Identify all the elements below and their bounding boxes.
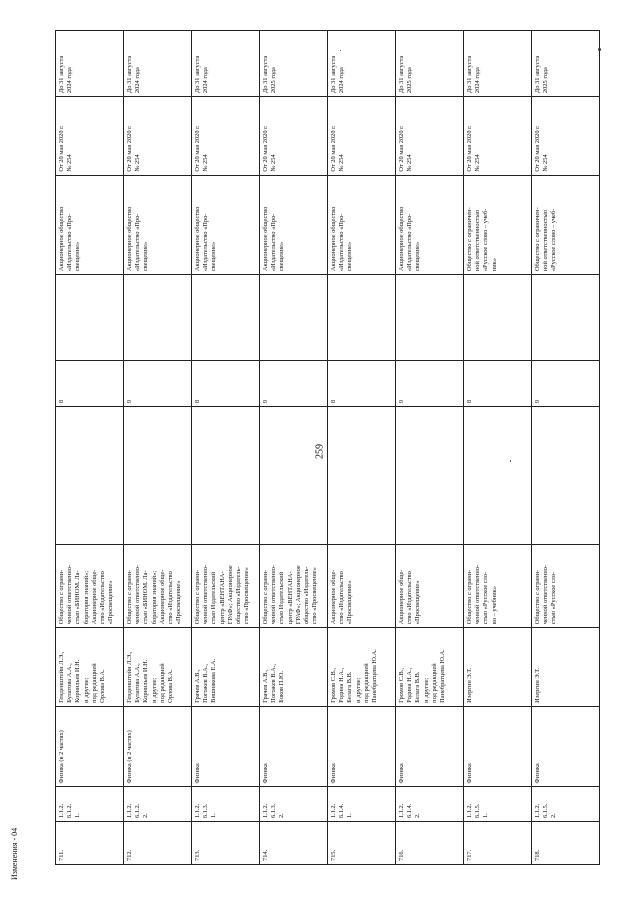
table-row [328,31,396,865]
row-empty-col [532,407,600,545]
row-empty-col [328,275,396,361]
row-valid-until: До 31 августа 2025 года [532,31,600,97]
row-subject: Физика [464,706,532,787]
scan-speck [340,50,341,51]
table-row [124,31,192,865]
row-legal-entity: Акционерное общество «Издательство «Про- свещение» [328,175,396,275]
row-subject: Физика [396,706,464,787]
row-empty-col [260,407,328,545]
row-valid-until: До 31 августа 2024 года [56,31,124,97]
table-row [260,31,328,865]
row-empty-col [124,275,192,361]
row-code: 1.1.2. 6.1.4. 1. [328,787,396,822]
row-empty-col [260,275,328,361]
row-publisher: Общество с ограни- ченной ответственно- стью «Русское сло- во – учебник» [464,545,532,628]
row-grade: 8 [328,361,396,407]
row-number: 712. [124,822,192,865]
row-legal-entity: Акционерное общество «Издательство «Про- свещение» [124,175,192,275]
textbook-table [55,30,600,865]
row-legal-entity: Акционерное общество «Издательство «Про- свещение» [192,175,260,275]
row-valid-until: До 31 августа 2025 года [396,31,464,97]
row-subject: Физика [328,706,396,787]
row-code: 1.1.2. 6.1.5. 1. [464,787,532,822]
row-order: От 20 мая 2020 г. № 254 [396,97,464,176]
row-code: 1.1.2. 6.1.2. 2. [124,787,192,822]
row-grade: 9 [396,361,464,407]
row-empty-col [464,407,532,545]
row-empty-col [192,275,260,361]
row-empty-col [56,275,124,361]
row-order: От 20 мая 2020 г. № 254 [532,97,600,176]
row-subject: Физика [192,706,260,787]
row-valid-until: До 31 августа 2024 года [464,31,532,97]
row-authors: Изергин Э.Т. [532,628,600,707]
row-valid-until: До 31 августа 2024 года [124,31,192,97]
row-number: 711. [56,822,124,865]
row-order: От 20 мая 2020 г. № 254 [260,97,328,176]
row-number: 715. [328,822,396,865]
row-code: 1.1.2. 6.1.2. 1. [56,787,124,822]
row-grade: 9 [124,361,192,407]
row-authors: Изергин Э.Т. [464,628,532,707]
row-subject: Физика (в 2 частях) [56,706,124,787]
scan-speck [510,460,511,462]
row-publisher: Общество с ограни- ченной ответственно- стью «БИНОМ. Ла- боратория знаний»; Акционерное обще- ство «Издательство «Просвещение» [124,545,192,628]
textbook-table-wrapper [55,30,599,865]
row-order: От 20 мая 2020 г. № 254 [464,97,532,176]
row-legal-entity: Акционерное общество «Издательство «Про- свещение» [56,175,124,275]
row-authors: Громов С.В., Родина Н.А., Белага В.В. и другие; под редакцией Панебратцева Ю.А. [396,628,464,707]
row-empty-col [192,407,260,545]
row-order: От 20 мая 2020 г. № 254 [124,97,192,176]
row-empty-col [328,407,396,545]
row-empty-col [56,407,124,545]
row-publisher: Общество с ограни- ченной ответственно- стью Издательский центр «ВЕНТАНА- ГРАФ»; Акционерное общество «Издатель- ство «Просвещение» [260,545,328,628]
row-number: 714. [260,822,328,865]
row-code: 1.1.2. 6.1.5. 2. [532,787,600,822]
footer-note: Изменения - 04 [10,827,19,880]
table-row [192,31,260,865]
table-row [532,31,600,865]
row-legal-entity: Общество с ограничен- ной ответственностью «Русское слово – учеб- [532,175,600,275]
page-number: 259 [314,444,326,459]
row-empty-col [532,275,600,361]
row-number: 718. [532,822,600,865]
scan-speck [598,48,601,51]
row-code: 1.1.2. 6.1.3. 1. [192,787,260,822]
row-grade: 9 [532,361,600,407]
row-order: От 20 мая 2020 г. № 254 [56,97,124,176]
row-valid-until: До 31 августа 2025 года [260,31,328,97]
row-subject: Физика [260,706,328,787]
row-authors: Грачев А.В., Погожев В.А., Боков П.Ю. [260,628,328,707]
table-row [396,31,464,865]
row-legal-entity: Общество с ограничен- ной ответственностью «Русское слово – учеб- ник» [464,175,532,275]
row-grade: 9 [260,361,328,407]
row-code: 1.1.2. 6.1.4. 2. [396,787,464,822]
row-authors: Громов С.В., Родина Н.А., Белага В.В. и другие; под редакцией Панебратцева Ю.А. [328,628,396,707]
table-row [56,31,124,865]
row-publisher: Акционерное обще- ство «Издательство «Просвещение» [396,545,464,628]
row-empty-col [124,407,192,545]
row-number: 713. [192,822,260,865]
row-empty-col [464,275,532,361]
row-empty-col [396,275,464,361]
table-row [464,31,532,865]
row-grade: 8 [464,361,532,407]
row-authors: Генденштейн Л.Э., Булатова А.А., Корнильев И.Н. и другие; под редакцией Орлова В.А. [124,628,192,707]
row-valid-until: До 31 августа 2024 года [328,31,396,97]
row-legal-entity: Акционерное общество «Издательство «Про- свещение» [396,175,464,275]
row-code: 1.1.2. 6.1.3. 2. [260,787,328,822]
row-publisher: Общество с ограни- ченной ответственно- стью «БИНОМ. Ла- боратория знаний»; Акционерное обще- ство «Издательство «Просвещение» [56,545,124,628]
row-subject: Физика (в 2 частях) [124,706,192,787]
row-grade: 8 [56,361,124,407]
row-legal-entity: Акционерное общество «Издательство «Про- свещение» [260,175,328,275]
row-publisher: Общество с ограни- ченной ответственно- стью Издательский центр «ВЕНТАНА- ГРАФ»; Акционерное общество «Издатель- ство «Просвещение» [192,545,260,628]
row-order: От 20 мая 2020 г. № 254 [192,97,260,176]
row-authors: Грачев А.В., Погожев В.А., Вишнякова Е.А. [192,628,260,707]
row-grade: 8 [192,361,260,407]
row-number: 716. [396,822,464,865]
row-number: 717. [464,822,532,865]
row-empty-col [396,407,464,545]
row-publisher: Акционерное обще- ство «Издательство «Просвещение» [328,545,396,628]
row-order: От 20 мая 2020 г. № 254 [328,97,396,176]
row-subject: Физика [532,706,600,787]
row-valid-until: До 31 августа 2024 года [192,31,260,97]
row-authors: Генденштейн Л.Э., Булатова А.А., Корнильев И.Н. и другие; под редакцией Орлова В.А. [56,628,124,707]
row-publisher: Общество с ограни- ченной ответственно- стью «Русское сло- [532,545,600,628]
